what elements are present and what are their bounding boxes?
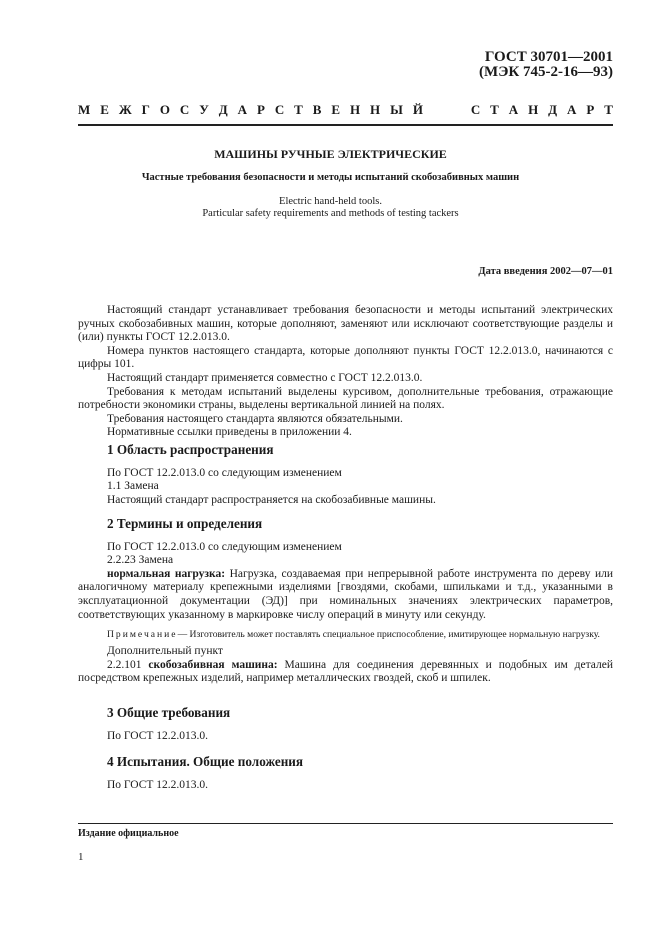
banner-letter: С	[274, 102, 285, 117]
banner-letter: Д	[548, 102, 558, 117]
english-title-line1: Electric hand-held tools.	[279, 196, 382, 207]
banner-letter: Р	[586, 102, 595, 117]
definition-tacker	[78, 659, 613, 686]
banner-letter: А	[237, 102, 247, 117]
iec-number: (МЭК 745-2-16—93)	[479, 64, 613, 80]
banner-letter: Т	[604, 102, 613, 117]
section-1	[78, 443, 613, 507]
page-number: 1	[78, 851, 84, 863]
document-subtitle: Частные требования безопасности и методы испытаний скобозабивных машин	[141, 172, 520, 183]
section-4	[78, 755, 613, 792]
intro-paragraph: Номера пунктов настоящего стандарта, которые дополняют пункты ГОСТ 12.2.013.0, начинаются с цифры 101.	[78, 344, 613, 371]
section-text: По ГОСТ 12.2.013.0 со следующим изменением	[107, 540, 342, 553]
banner-letter: А	[567, 102, 577, 117]
intro-paragraph: Требования к методам испытаний выделены курсивом, дополнительные требования, отражающие потребности экономики страны, выделены вертикальной линией на полях.	[78, 385, 613, 412]
english-title	[0, 196, 661, 220]
banner-letter: Н	[370, 102, 381, 117]
banner-letter: Ы	[390, 102, 403, 117]
banner-letter: Ж	[118, 102, 132, 117]
banner-letter: У	[199, 102, 209, 117]
banner-letter: Т	[294, 102, 303, 117]
definition-text: Машина для соединения деревянных и подобных им деталей посредством крепежных изделий, например металлических гвоздей, скоб и шпилек.	[78, 658, 614, 685]
banner-letter: О	[159, 102, 170, 117]
additional-clause-label: Дополнительный пункт	[107, 645, 223, 658]
banner-letter: А	[508, 102, 519, 117]
section-heading: 4 Испытания. Общие положения	[107, 754, 304, 769]
intro-paragraph: Настоящий стандарт применяется совместно с ГОСТ 12.2.013.0.	[107, 371, 423, 384]
official-edition-label: Издание официальное	[78, 828, 179, 839]
banner-letter: Й	[412, 102, 423, 117]
footer-rule	[78, 823, 613, 824]
banner-letter: Р	[256, 102, 265, 117]
section-text: По ГОСТ 12.2.013.0 со следующим изменением	[107, 466, 342, 479]
note-label: Примечание	[107, 629, 178, 641]
banner-letter: С	[179, 102, 190, 117]
section-text: По ГОСТ 12.2.013.0.	[107, 778, 209, 791]
clause-number: 1.1 Замена	[107, 480, 159, 493]
banner-letter: Т	[490, 102, 499, 117]
intro-paragraph: Настоящий стандарт устанавливает требования безопасности и методы испытаний электрических ручных скобозабивных машин, которые дополняют, заменяют или исключают соответствующие разделы и (или) пункты ГОСТ 12.2.013.0.	[78, 304, 613, 344]
definition-text: Нагрузка, создаваемая при непрерывной работе инструмента по дереву или аналогичному материалу крепежными изделиями [гвоздями, скобами, шпильками и т.д., указанными в эксплуатационной документации (ЭД)] при номинальных значениях электрических параметров, соответствующих указанному в маркировке числу операций в минуту или секунду.	[78, 567, 613, 621]
term: скобозабивная машина:	[148, 658, 278, 671]
banner-letter: Н	[528, 102, 539, 117]
header-rule	[78, 124, 613, 126]
banner-letter: М	[78, 102, 91, 117]
clause-number: 2.2.23 Замена	[107, 554, 174, 567]
section-3	[78, 706, 613, 743]
english-title-line2: Particular safety requirements and methods of testing tackers	[202, 208, 459, 219]
section-heading: 1 Область распространения	[107, 442, 274, 457]
note	[78, 628, 613, 641]
banner-gap	[433, 102, 461, 118]
banner-letter: С	[470, 102, 481, 117]
clause-number: 2.2.101	[107, 658, 142, 671]
section-text: Настоящий стандарт распространяется на скобозабивные машины.	[107, 493, 436, 506]
document-title: МАШИНЫ РУЧНЫЕ ЭЛЕКТРИЧЕСКИЕ	[214, 147, 447, 161]
term: нормальная нагрузка:	[107, 567, 226, 580]
banner-letter: Е	[100, 102, 109, 117]
gost-number: ГОСТ 30701—2001	[484, 49, 613, 65]
intro-paragraph: Нормативные ссылки приведены в приложении 4.	[107, 426, 352, 439]
note-text: — Изготовитель может поставлять специальное приспособление, имитирующее нормальную нагрузку.	[177, 629, 600, 641]
banner-letter: Д	[218, 102, 228, 117]
intro-block	[78, 304, 613, 440]
section-heading: 2 Термины и определения	[107, 516, 263, 531]
section-heading: 3 Общие требования	[107, 705, 231, 720]
interstate-standard-banner	[78, 102, 613, 118]
gost-number-block	[479, 50, 613, 80]
intro-paragraph: Требования настоящего стандарта являются обязательными.	[107, 412, 403, 425]
banner-letter: Н	[349, 102, 361, 117]
banner-letter: Г	[141, 102, 150, 117]
section-text: По ГОСТ 12.2.013.0.	[107, 729, 209, 742]
banner-letter: В	[312, 102, 322, 117]
introduction-date: Дата введения 2002—07—01	[478, 266, 613, 277]
banner-letter: Е	[331, 102, 341, 117]
definition-normal-load	[78, 568, 613, 622]
section-2	[78, 517, 613, 686]
